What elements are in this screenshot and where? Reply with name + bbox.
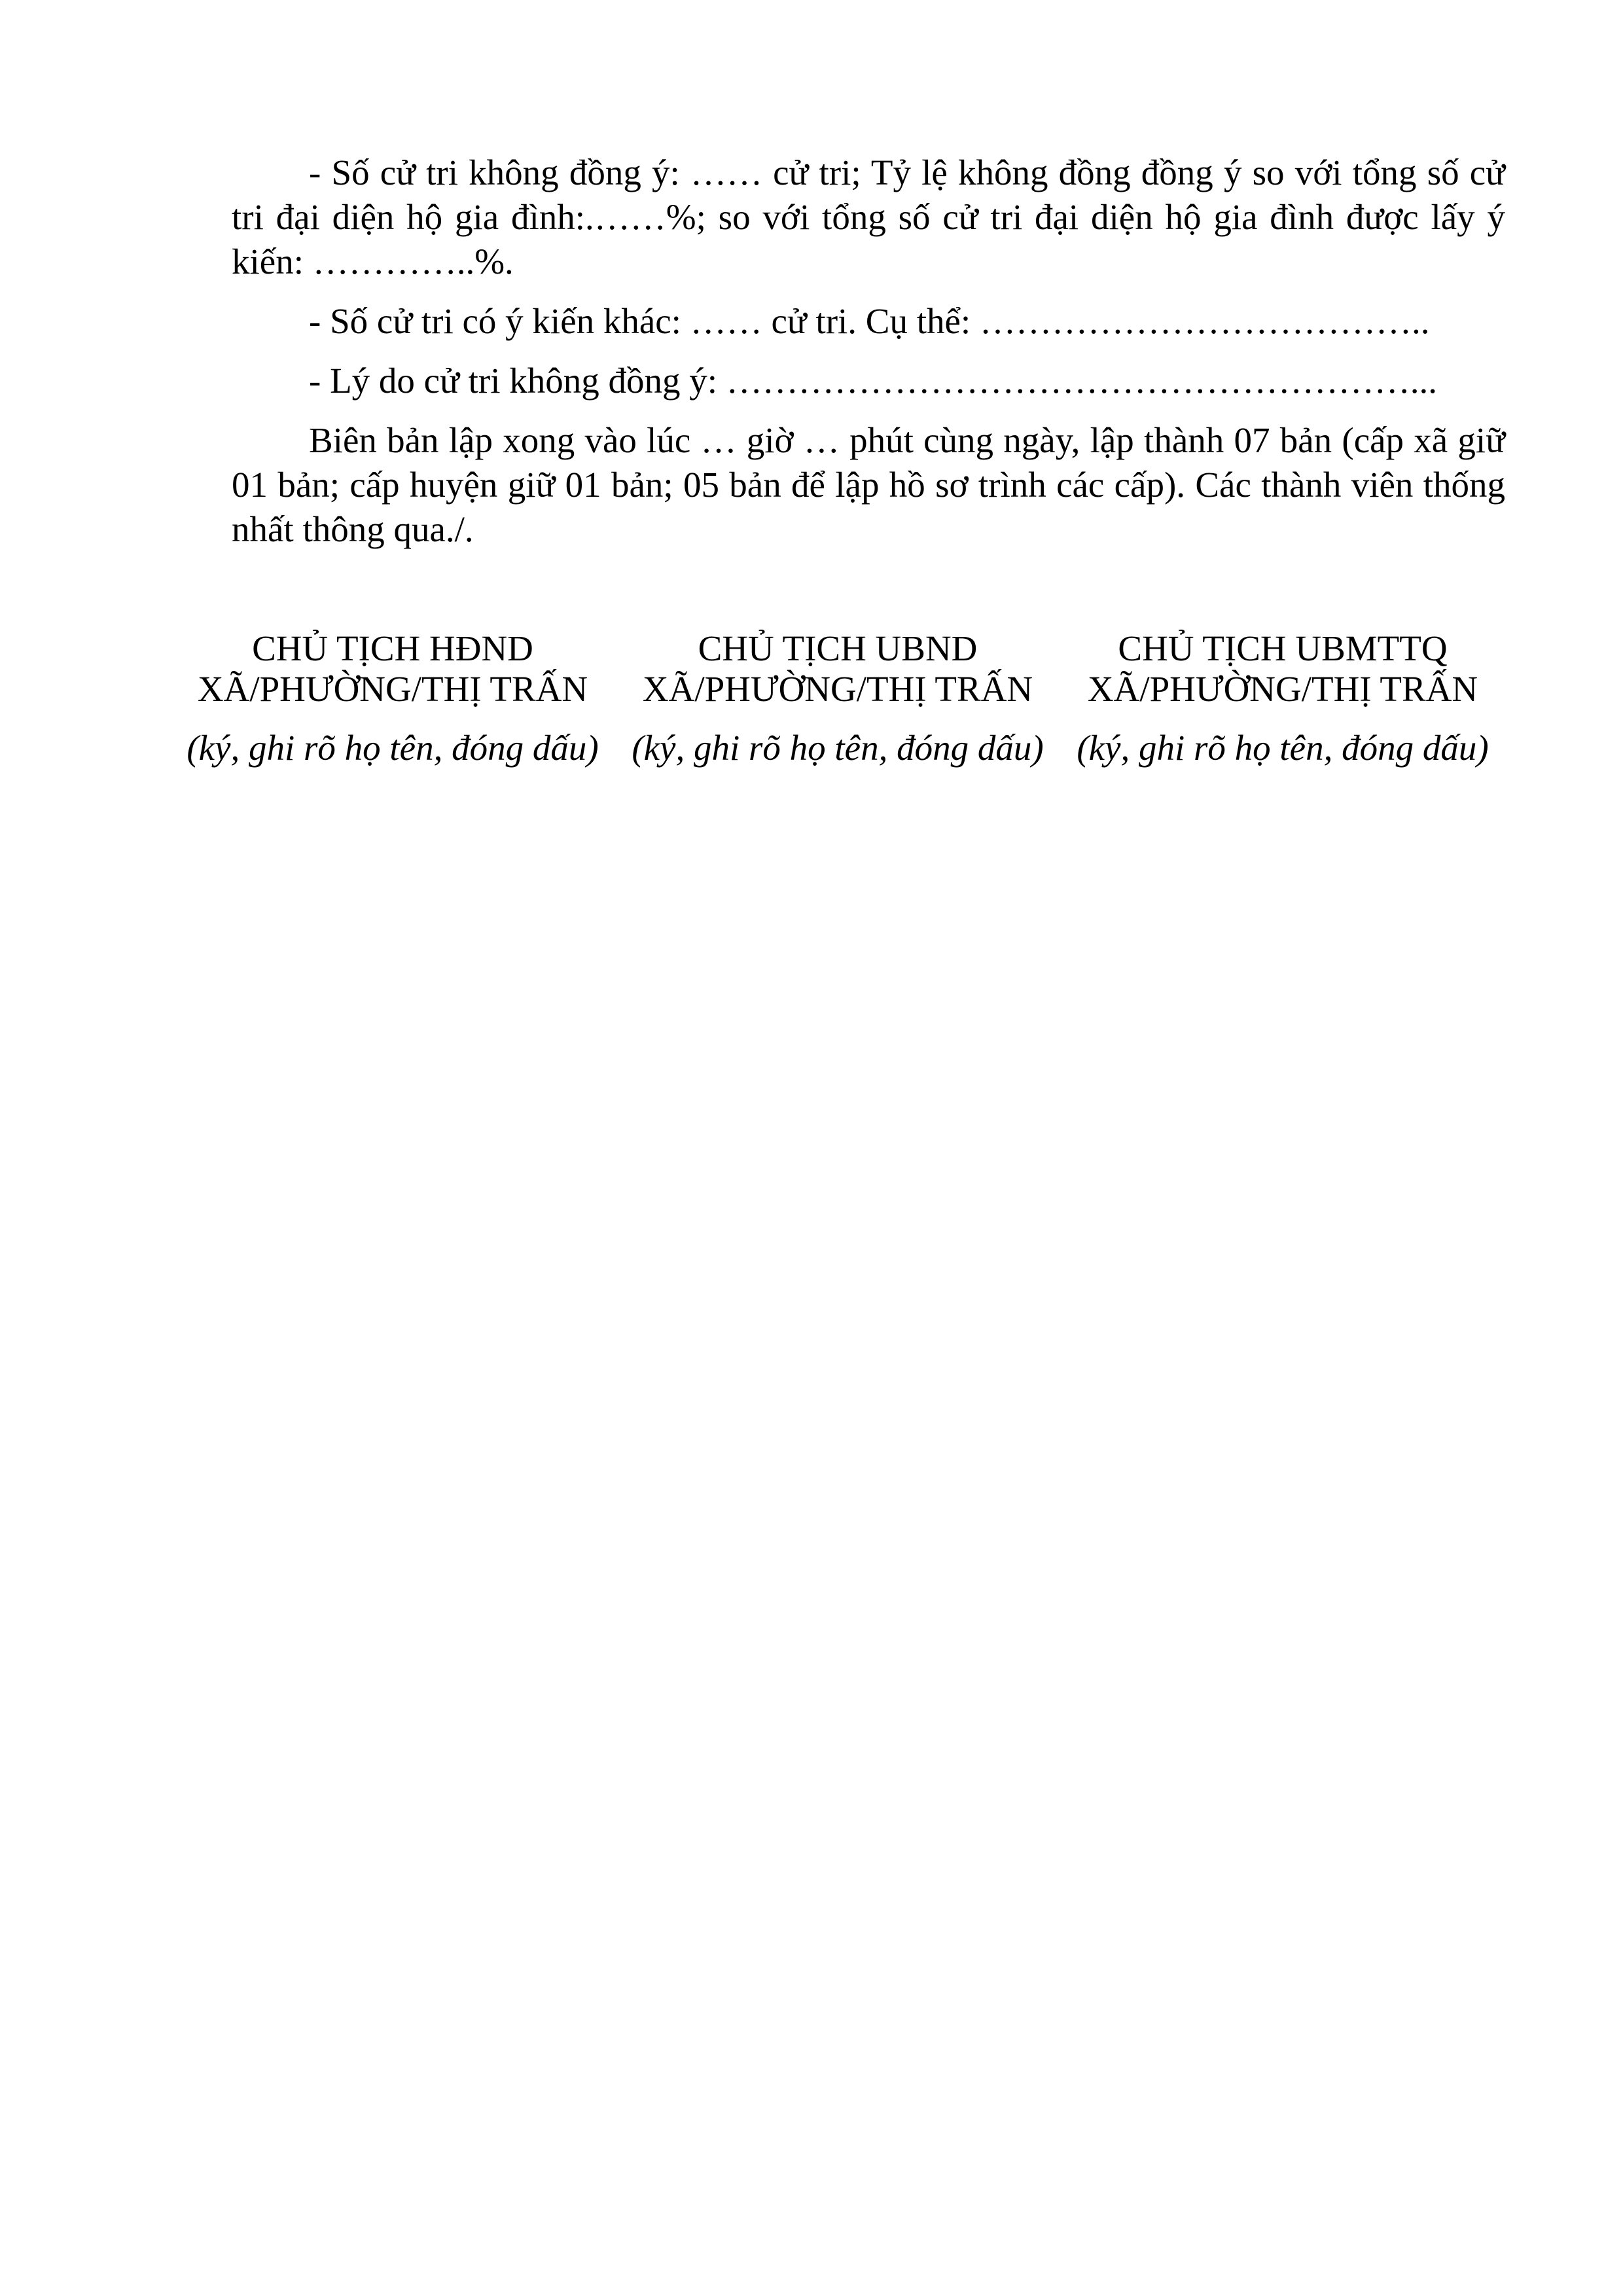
signature-title: CHỦ TỊCH UBMTTQ	[1118, 628, 1448, 668]
signature-ubmttq	[1060, 628, 1505, 768]
signature-title: CHỦ TỊCH HĐND	[252, 628, 533, 668]
signature-ubnd	[615, 628, 1060, 768]
signature-instruction: (ký, ghi rõ họ tên, đóng dấu)	[1077, 728, 1489, 768]
signature-instruction: (ký, ghi rõ họ tên, đóng dấu)	[187, 728, 599, 768]
signature-instruction: (ký, ghi rõ họ tên, đóng dấu)	[632, 728, 1044, 768]
signature-title: CHỦ TỊCH UBND	[698, 628, 978, 668]
paragraph-other-opinions: - Số cử tri có ý kiến khác: …… cử tri. Cụ thể: ………………………………..	[309, 301, 1430, 341]
signature-subtitle: XÃ/PHƯỜNG/THỊ TRẤN	[642, 669, 1033, 709]
paragraph-disagree-reason: - Lý do cử tri không đồng ý: …………………………………………………...	[309, 361, 1438, 401]
signature-subtitle: XÃ/PHƯỜNG/THỊ TRẤN	[197, 669, 588, 709]
paragraph-closing: Biên bản lập xong vào lúc … giờ … phút cùng ngày, lập thành 07 bản (cấp xã giữ 01 bản; cấp huyện giữ 01 bản; 05 bản để lập hồ sơ trình các cấp). Các thành viên thống nhất thông qua./.	[232, 420, 1505, 549]
paragraph-disagree-voters: - Số cử tri không đồng ý: …… cử tri; Tỷ lệ không đồng đồng ý so với tổng số cử tri đại diện hộ gia đình:.……%; so với tổng số cử tri đại diện hộ gia đình được lấy ý kiến: …………..%.	[232, 152, 1505, 281]
signature-hdnd	[170, 628, 615, 768]
signature-subtitle: XÃ/PHƯỜNG/THỊ TRẤN	[1087, 669, 1478, 709]
document-body	[232, 151, 1505, 567]
signature-block	[170, 628, 1505, 768]
